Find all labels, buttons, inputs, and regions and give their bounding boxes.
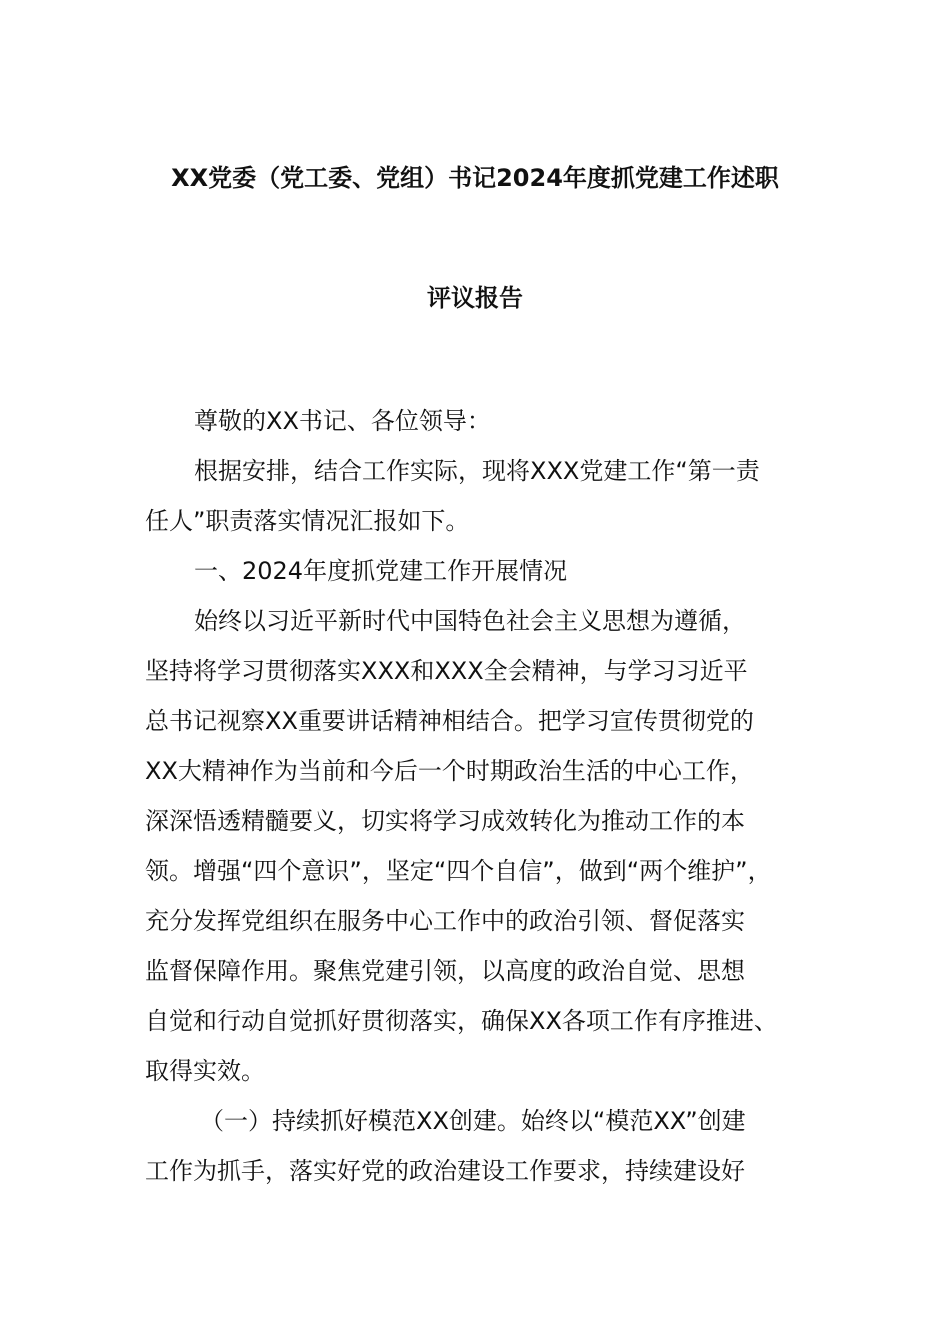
paragraph-line: 根据安排，结合工作实际，现将XXX党建工作“第一责	[194, 457, 760, 485]
paragraph-line: 工作为抓手，落实好党的政治建设工作要求，持续建设好	[145, 1157, 745, 1185]
paragraph-line: 领。增强“四个意识”，坚定“四个自信”，做到“两个维护”，	[145, 857, 772, 885]
paragraph-line: 监督保障作用。聚焦党建引领，以高度的政治自觉、思想	[145, 957, 745, 985]
document-title-line-2: 评议报告	[427, 284, 523, 312]
paragraph-line: 充分发挥党组织在服务中心工作中的政治引领、督促落实	[145, 907, 745, 935]
salutation: 尊敬的XX书记、各位领导：	[194, 407, 491, 435]
paragraph-line: XX大精神作为当前和今后一个时期政治生活的中心工作，	[145, 757, 754, 785]
paragraph-line: 取得实效。	[145, 1057, 265, 1085]
paragraph-line: 坚持将学习贯彻落实XXX和XXX全会精神，与学习习近平	[145, 657, 748, 685]
document-title-line-1: XX党委（党工委、党组）书记2024年度抓党建工作述职	[171, 164, 779, 192]
subsection-line: （一）持续抓好模范XX创建。始终以“模范XX”创建	[200, 1107, 746, 1135]
section-heading: 一、2024年度抓党建工作开展情况	[194, 557, 568, 585]
paragraph-line: 始终以习近平新时代中国特色社会主义思想为遵循，	[194, 607, 746, 635]
paragraph-line: 总书记视察XX重要讲话精神相结合。把学习宣传贯彻党的	[145, 707, 754, 735]
paragraph-line: 任人”职责落实情况汇报如下。	[145, 507, 470, 535]
paragraph-line: 深深悟透精髓要义，切实将学习成效转化为推动工作的本	[145, 807, 745, 835]
paragraph-line: 自觉和行动自觉抓好贯彻落实，确保XX各项工作有序推进、	[145, 1007, 778, 1035]
